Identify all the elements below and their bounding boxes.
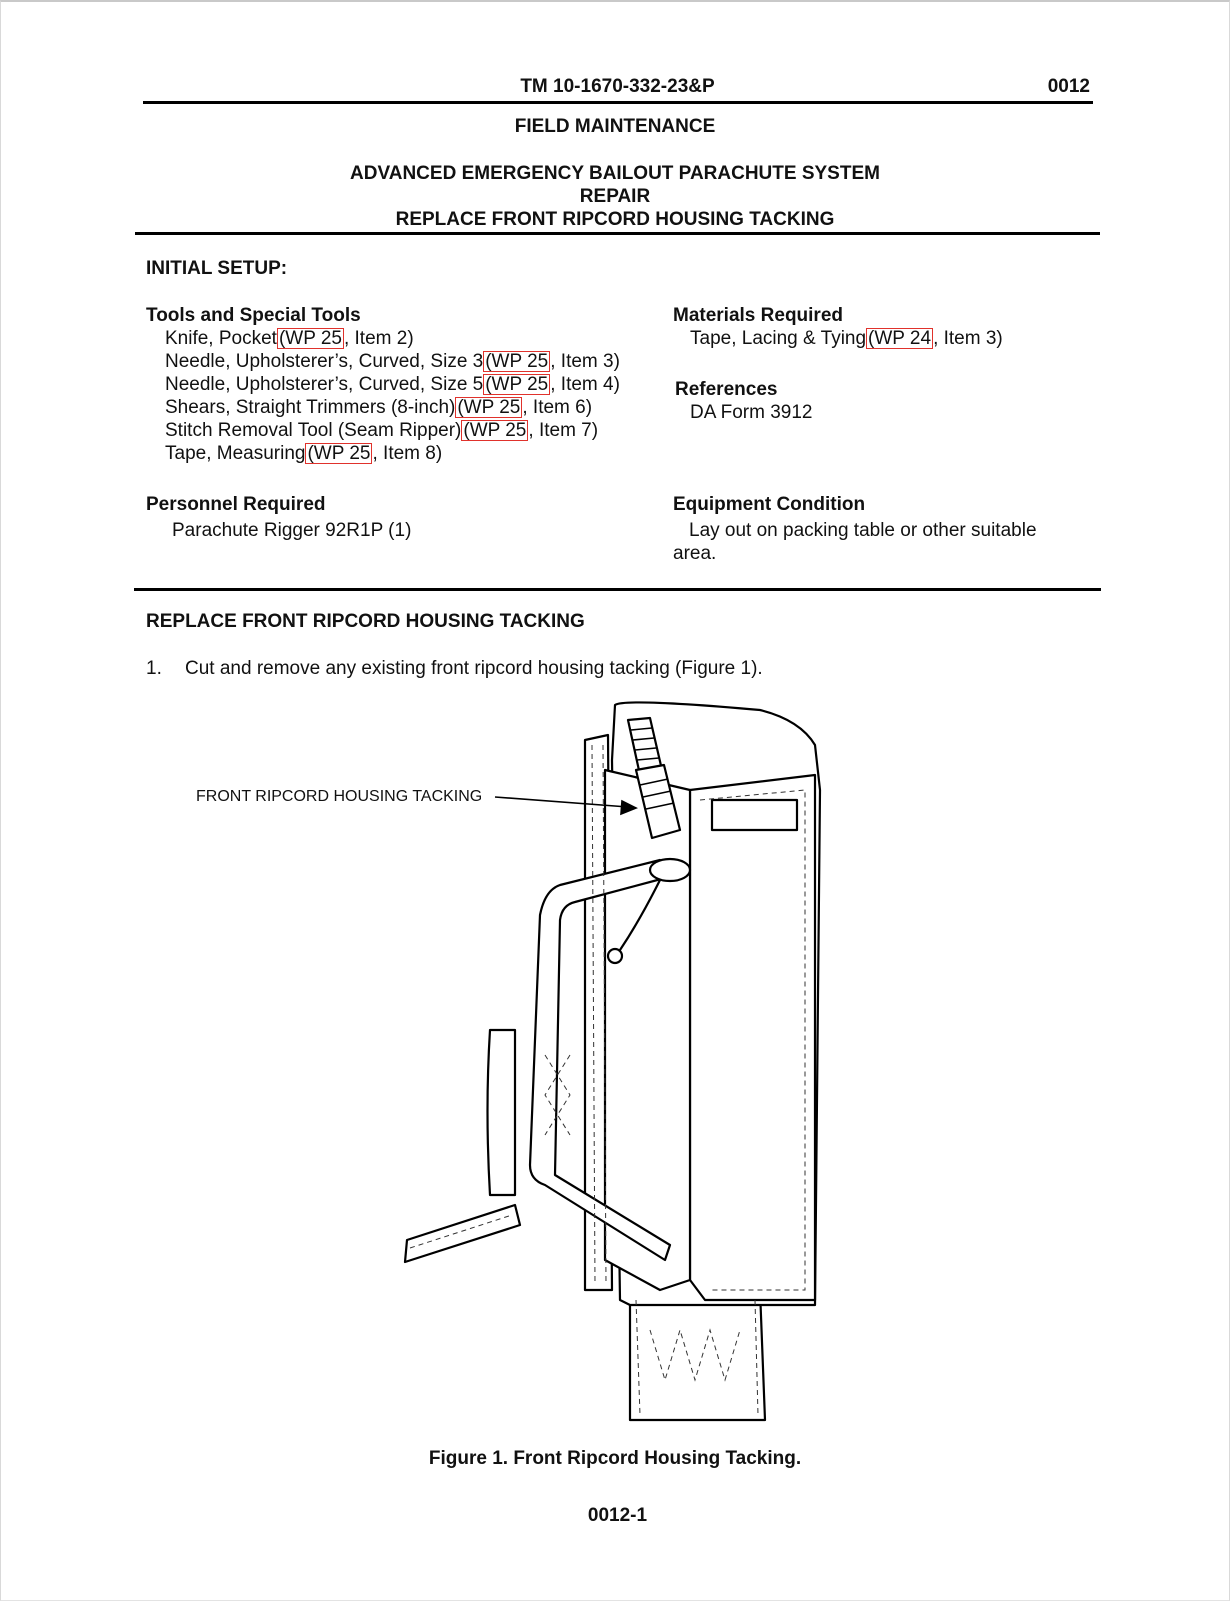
category-title: FIELD MAINTENANCE xyxy=(514,116,716,137)
references-heading: References xyxy=(675,379,778,400)
procedure-heading: REPLACE FRONT RIPCORD HOUSING TACKING xyxy=(146,611,585,632)
wp-reference-link[interactable]: (WP 24 xyxy=(868,328,932,349)
wp-reference-link[interactable]: (WP 25 xyxy=(485,351,549,372)
task-title: REPLACE FRONT RIPCORD HOUSING TACKING xyxy=(395,209,835,230)
tool-item: Needle, Upholsterer’s, Curved, Size 3(WP 25 , Item 3) xyxy=(165,351,620,372)
wp-reference-link[interactable]: (WP 25 xyxy=(485,374,549,395)
reference-item: DA Form 3912 xyxy=(690,402,813,423)
step-number: 1. xyxy=(146,658,162,679)
wp-reference-link[interactable]: (WP 25 xyxy=(278,328,342,349)
doc-number: TM 10-1670-332-23&P xyxy=(520,76,715,97)
tool-item: Stitch Removal Tool (Seam Ripper)(WP 25 , Item 7) xyxy=(165,420,599,441)
tool-item: Knife, Pocket (WP 25 , Item 2) xyxy=(165,328,414,349)
action-title: REPAIR xyxy=(579,186,651,207)
page-number: 0012-1 xyxy=(587,1505,648,1526)
wp-reference-link[interactable]: (WP 25 xyxy=(307,443,371,464)
tools-heading: Tools and Special Tools xyxy=(146,305,361,326)
initial-setup-heading: INITIAL SETUP: xyxy=(146,258,288,279)
equipment-line: Lay out on packing table or other suitable xyxy=(689,520,1037,541)
step-text: Cut and remove any existing front ripcord housing tacking (Figure 1). xyxy=(185,658,763,679)
materials-heading: Materials Required xyxy=(673,305,843,326)
personnel-item: Parachute Rigger 92R1P (1) xyxy=(172,520,412,541)
tool-item: Needle, Upholsterer’s, Curved, Size 5(WP 25 , Item 4) xyxy=(165,374,620,395)
equipment-heading: Equipment Condition xyxy=(673,494,866,515)
title-rule xyxy=(135,232,1100,235)
material-item: Tape, Lacing & Tying(WP 24 , Item 3) xyxy=(690,328,1003,349)
wp-reference-link[interactable]: (WP 25 xyxy=(457,397,521,418)
tool-item: Tape, Measuring(WP 25 , Item 8) xyxy=(165,443,443,464)
tool-item: Shears, Straight Trimmers (8-inch)(WP 25 , Item 6) xyxy=(165,397,593,418)
wp-reference-link[interactable]: (WP 25 xyxy=(463,420,527,441)
work-package-number: 0012 xyxy=(1047,76,1090,97)
section-rule xyxy=(134,588,1101,591)
equipment-line: area. xyxy=(673,543,717,564)
figure-callout-label: FRONT RIPCORD HOUSING TACKING xyxy=(196,788,483,805)
header-rule xyxy=(143,101,1093,104)
personnel-heading: Personnel Required xyxy=(146,494,326,515)
figure-caption: Figure 1. Front Ripcord Housing Tacking. xyxy=(428,1448,802,1469)
system-title: ADVANCED EMERGENCY BAILOUT PARACHUTE SYSTEM xyxy=(350,163,880,184)
